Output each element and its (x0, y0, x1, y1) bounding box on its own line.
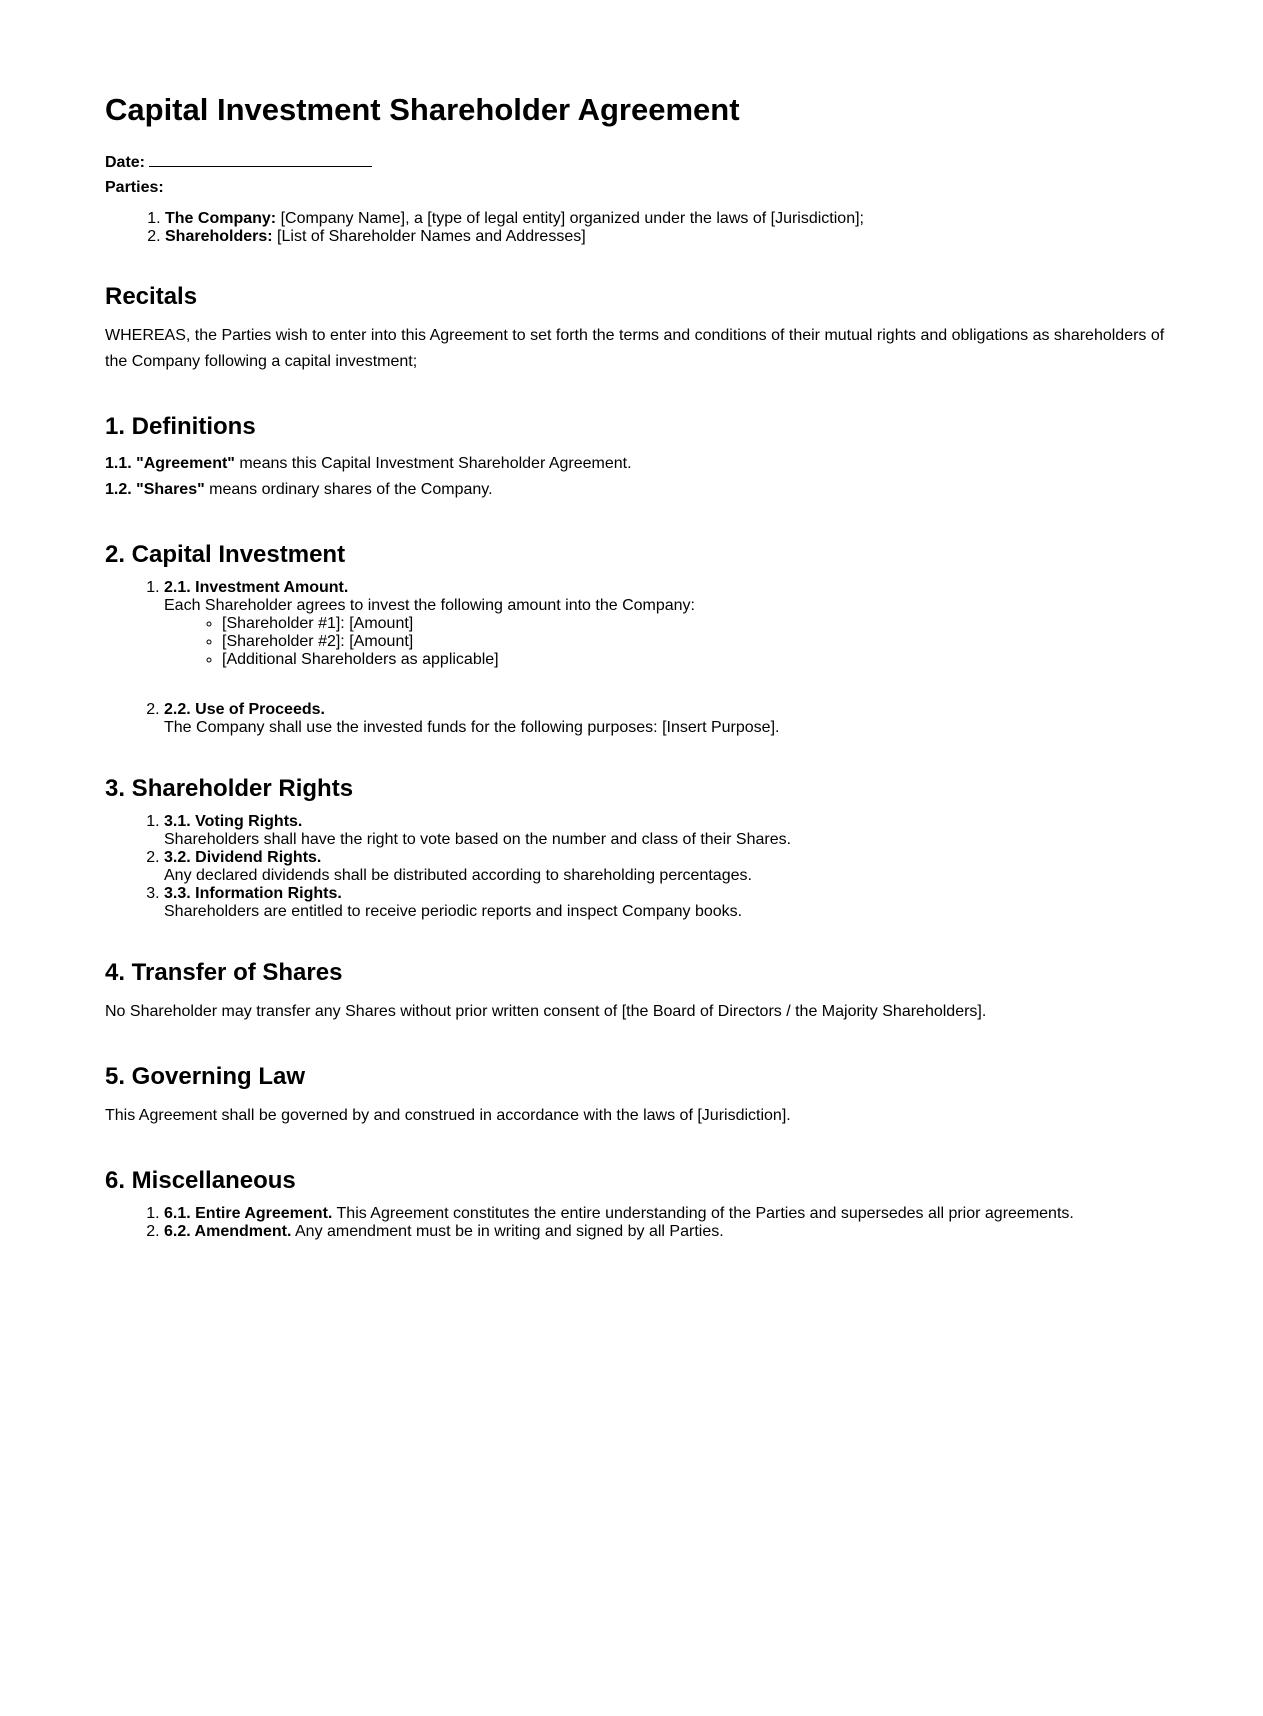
miscellaneous-heading: 6. Miscellaneous (105, 1167, 296, 1194)
recitals-body: WHEREAS, the Parties wish to enter into this Agreement to set forth the terms and conditions of their mutual rights and obligations as shareholders of the Company following a capital investment; (105, 327, 1165, 370)
definition-term: 1.1. "Agreement" (105, 455, 235, 472)
definition-text: means this Capital Investment Shareholder Agreement. (234, 455, 632, 472)
misc-item (164, 1205, 1165, 1223)
list-gap (164, 669, 1165, 701)
definition-text: means ordinary shares of the Company. (204, 481, 493, 498)
use-of-proceeds-text: The Company shall use the invested funds for the following purposes: [Insert Purpose]. (164, 719, 780, 736)
recitals-heading: Recitals (105, 283, 198, 310)
right-label: 3.1. Voting Rights. (164, 813, 303, 830)
date-label: Date: (105, 154, 146, 171)
shareholder-amount-item: ◦ [Shareholder #1]: [Amount] (222, 615, 1165, 633)
document-content (105, 88, 1165, 1311)
party-text: [List of Shareholder Names and Addresses] (272, 228, 586, 245)
document-title: Capital Investment Shareholder Agreement (105, 92, 740, 127)
investment-amount-bullets (164, 615, 1165, 669)
misc-label: 6.1. Entire Agreement. (164, 1205, 333, 1222)
recitals-section (105, 281, 1165, 375)
shareholder-amount-item: ◦ [Additional Shareholders as applicable] (222, 651, 1165, 669)
shareholder-rights-list (105, 813, 1165, 921)
investment-amount-item (164, 579, 1165, 701)
definitions-list (105, 451, 1165, 503)
right-label: 3.3. Information Rights. (164, 885, 342, 902)
misc-label: 6.2. Amendment. (164, 1223, 292, 1240)
right-label: 3.2. Dividend Rights. (164, 849, 322, 866)
shareholder-rights-section (105, 773, 1165, 921)
transfer-body: No Shareholder may transfer any Shares without prior written consent of [the Board of Directors / the Majority Shareholders]. (105, 1003, 987, 1020)
miscellaneous-section (105, 1165, 1165, 1241)
shareholder-amount-item: ◦ [Shareholder #2]: [Amount] (222, 633, 1165, 651)
transfer-heading: 4. Transfer of Shares (105, 959, 343, 986)
parties-label: Parties: (105, 179, 164, 196)
date-blank-line (149, 152, 372, 167)
governing-law-body: This Agreement shall be governed by and construed in accordance with the laws of [Jurisdiction]. (105, 1107, 791, 1124)
date-line (105, 150, 1165, 175)
definitions-section (105, 411, 1165, 503)
definition-term: 1.2. "Shares" (105, 481, 205, 498)
governing-law-section (105, 1061, 1165, 1129)
use-of-proceeds-item (164, 701, 1165, 737)
shareholder-rights-heading: 3. Shareholder Rights (105, 775, 354, 802)
right-item (164, 885, 1165, 921)
right-text: Shareholders are entitled to receive periodic reports and inspect Company books. (164, 903, 743, 920)
definition-item (105, 451, 1165, 477)
misc-item (164, 1223, 1165, 1241)
right-text: Shareholders shall have the right to vote based on the number and class of their Shares. (164, 831, 792, 848)
party-label: The Company: (165, 210, 277, 227)
investment-amount-text: Each Shareholder agrees to invest the following amount into the Company: (164, 597, 695, 614)
party-label: Shareholders: (165, 228, 273, 245)
party-item (165, 228, 1165, 246)
document-meta (105, 150, 1165, 200)
definitions-heading: 1. Definitions (105, 413, 256, 440)
parties-list (105, 210, 1165, 246)
right-item (164, 813, 1165, 849)
misc-text: This Agreement constitutes the entire understanding of the Parties and supersedes all prior agreements. (332, 1205, 1074, 1222)
use-of-proceeds-label: 2.2. Use of Proceeds. (164, 701, 325, 718)
party-item (165, 210, 1165, 228)
right-text: Any declared dividends shall be distributed according to shareholding percentages. (164, 867, 752, 884)
misc-text: Any amendment must be in writing and signed by all Parties. (291, 1223, 724, 1240)
miscellaneous-list (105, 1205, 1165, 1241)
investment-amount-label: 2.1. Investment Amount. (164, 579, 349, 596)
right-item (164, 849, 1165, 885)
capital-investment-section (105, 539, 1165, 737)
definition-item (105, 477, 1165, 503)
governing-law-heading: 5. Governing Law (105, 1063, 306, 1090)
party-text: [Company Name], a [type of legal entity] organized under the laws of [Jurisdiction]; (276, 210, 864, 227)
capital-investment-heading: 2. Capital Investment (105, 541, 346, 568)
transfer-section (105, 957, 1165, 1025)
capital-investment-list (105, 579, 1165, 737)
